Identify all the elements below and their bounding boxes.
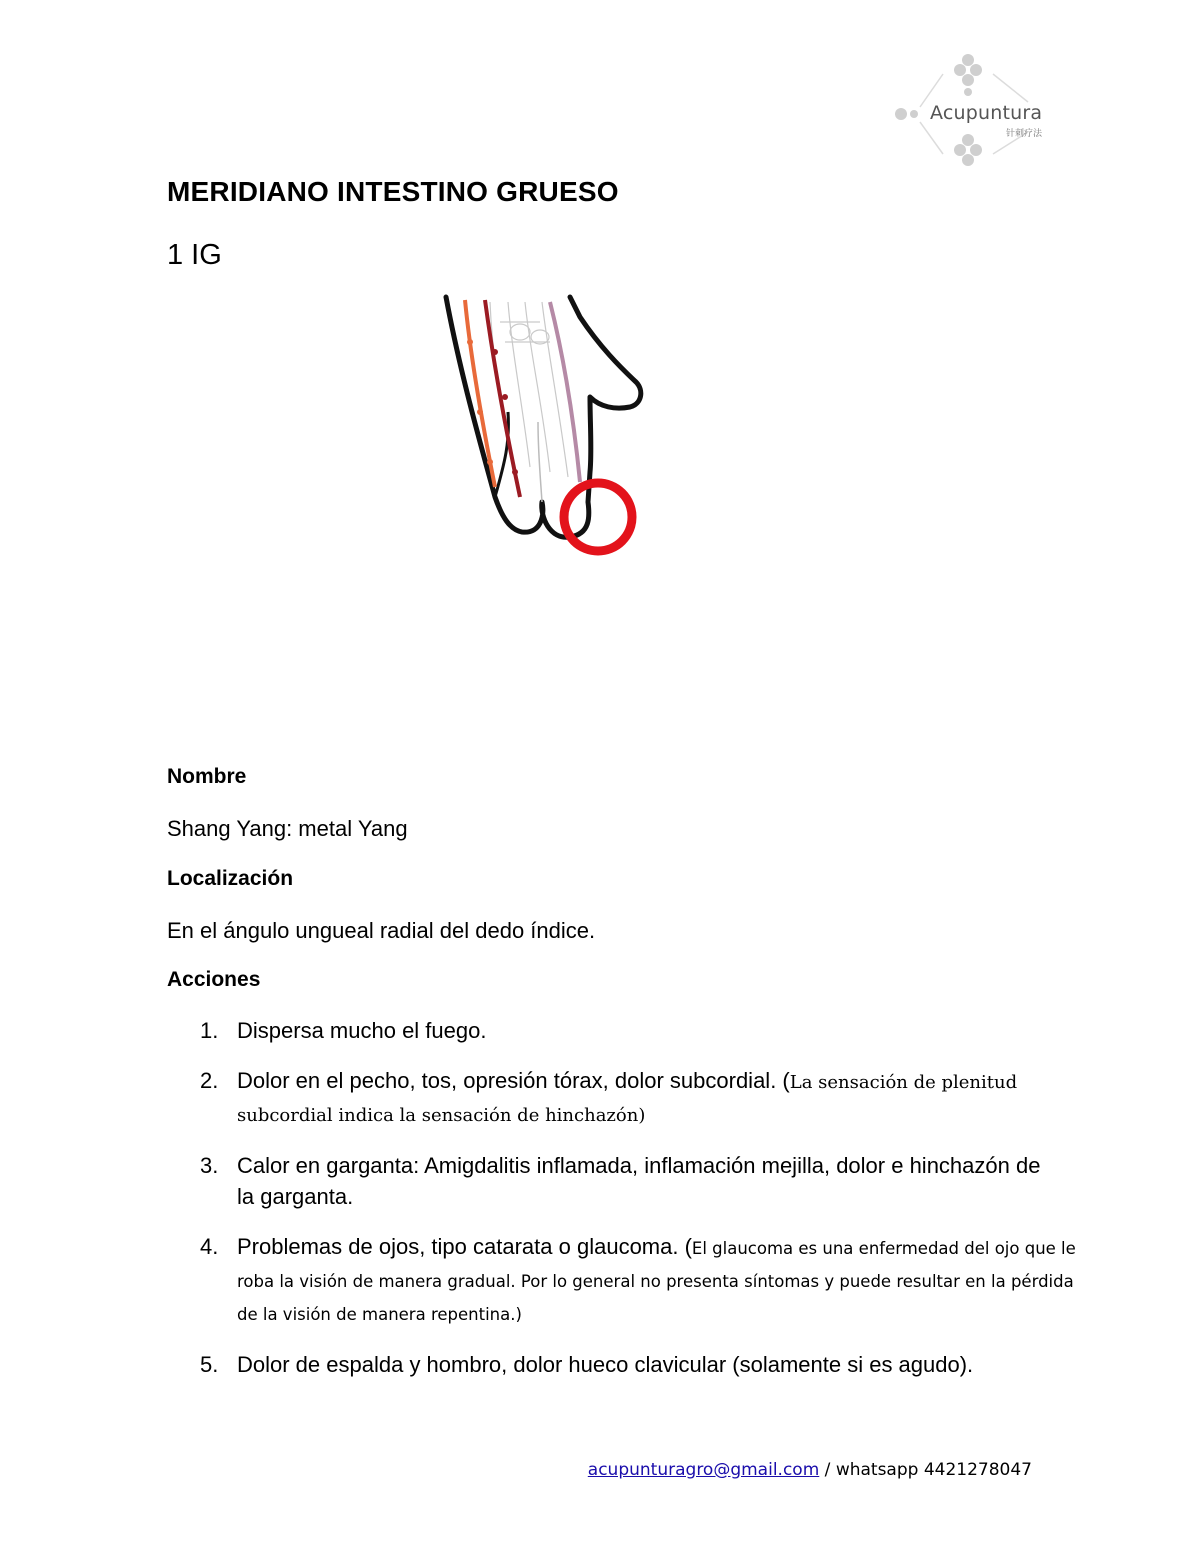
logo-subtext: 针刺疗法 [1006,129,1043,139]
localizacion-label: Localización [167,867,294,890]
list-number: 3. [200,1153,219,1178]
email-link[interactable]: acupunturagro@gmail.com [587,1460,820,1480]
logo-text: Acupuntura [930,102,1043,124]
list-number: 4. [200,1234,219,1259]
hand-meridian-illustration [430,292,660,572]
brand-logo [888,52,1058,177]
list-item [167,1015,1067,1046]
action-text: Problemas de ojos, tipo catarata o glaucoma. ( [237,1234,692,1259]
nombre-label: Nombre [167,765,247,788]
footer [588,1460,1032,1480]
hand-illustration [430,292,660,572]
list-number: 1. [200,1018,219,1043]
localizacion-value: En el ángulo ungueal radial del dedo índice. [167,918,596,943]
point-code: 1 IG [167,239,222,271]
list-item [167,1065,1067,1131]
page-title: MERIDIANO INTESTINO GRUESO [167,176,619,207]
nombre-value: Shang Yang: metal Yang [167,816,408,841]
whatsapp-contact: whatsapp 4421278047 [835,1460,1032,1480]
list-number: 5. [200,1352,219,1377]
action-note: La sensación de plenitud subcordial indica la sensación de hinchazón) [237,1072,1018,1126]
action-text: Dolor en el pecho, tos, opresión tórax, dolor subcordial. ( [237,1068,790,1093]
list-number: 2. [200,1068,219,1093]
action-note: El glaucoma es una enfermedad del ojo que le roba la visión de manera gradual. Por lo general no presenta síntomas y puede resultar en la pérdida de la visión de manera repentina.) [237,1239,1076,1324]
list-item [167,1150,1057,1212]
list-item [167,1231,1077,1330]
acciones-label: Acciones [167,968,261,991]
action-text: Dispersa mucho el fuego. [237,1018,487,1043]
action-text: Dolor de espalda y hombro, dolor hueco clavicular (solamente si es agudo). [237,1352,974,1377]
action-text: Calor en garganta: Amigdalitis inflamada, inflamación mejilla, dolor e hinchazón de la garganta. [237,1153,1041,1209]
actions-list [167,1015,1076,1380]
footer-separator: / [819,1460,836,1480]
list-item [167,1349,1067,1380]
